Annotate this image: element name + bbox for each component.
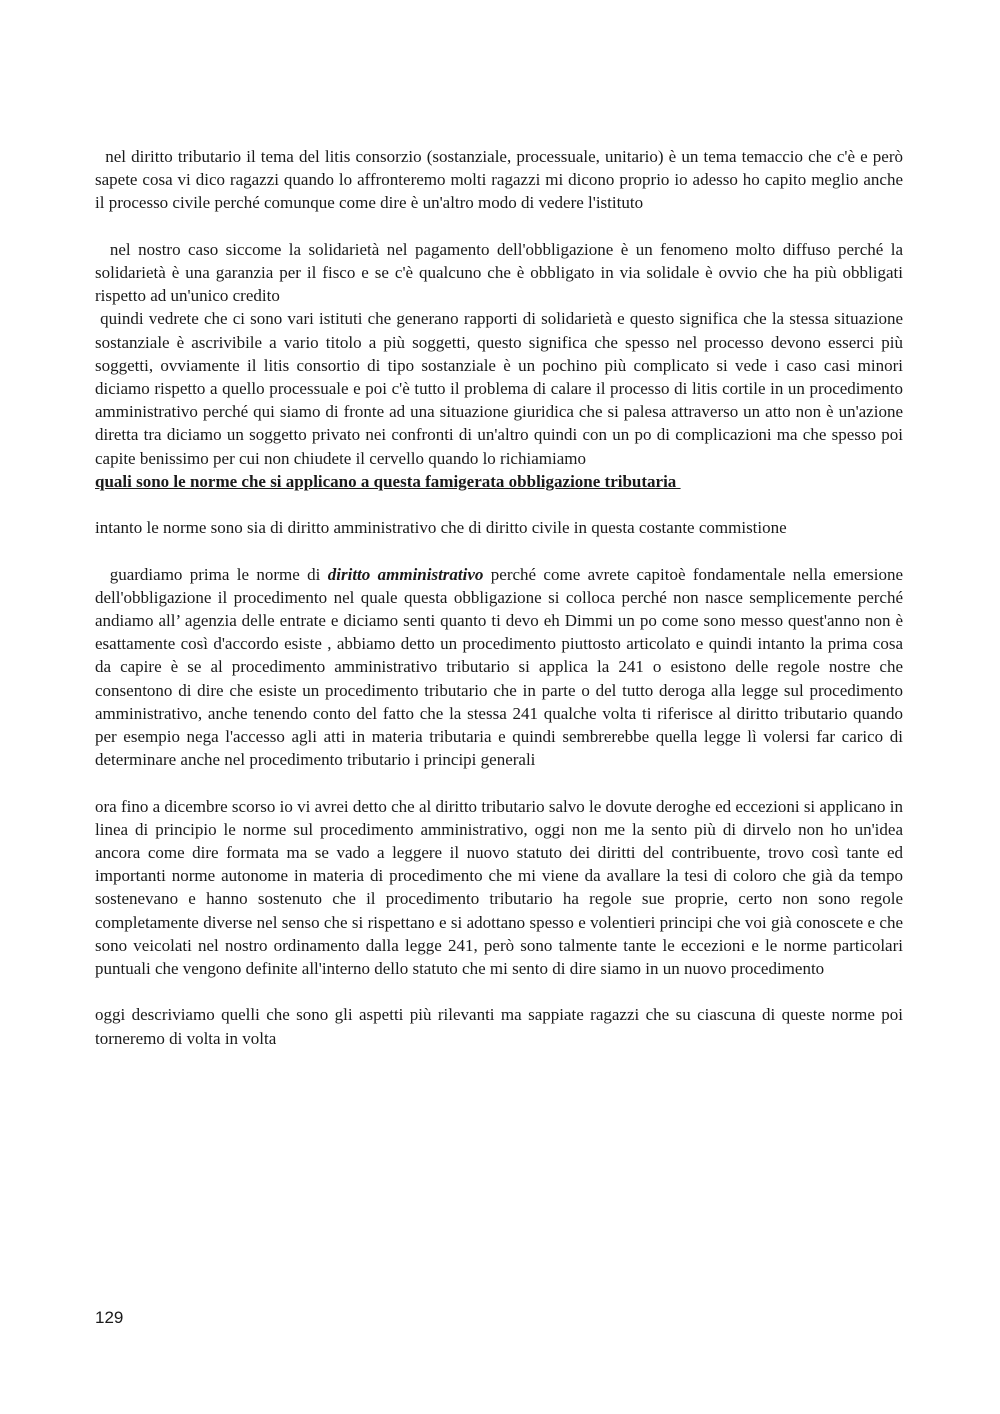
paragraph-text-start: guardiamo prima le norme di xyxy=(95,564,328,584)
paragraph-statuto-contribuente: ora fino a dicembre scorso io vi avrei detto che al diritto tributario salvo le dovute deroghe ed eccezioni si applicano in linea di principio le norme sul procedimento amministrativo, oggi non me la sento più di dirvelo non ho un'idea ancora come dire formata ma se vado a leggere il nuovo statuto dei diritti del contribuente, trovo così tante ed importanti norme autonome in materia di procedimento che mi viene da avallare la tesi di coloro che già da tempo sostenevano e hanno sostenuto che il procedimento tributario ha regole sue proprie, certo non sono regole completamente diverse nel senso che si rispettano e si adottano spesso e volentieri principi che voi già conoscete e che sono veicolati nel nostro ordinamento dalla legge 241, però sono talmente tante le eccezioni e le norme particolari puntuali che vengono definite all'interno dello statuto che mi sento di dire siamo in un nuovo procedimento xyxy=(95,796,903,979)
section-heading: quali sono le norme che si applicano a questa famigerata obbligazione tributaria xyxy=(95,471,681,491)
paragraph-diritto-amministrativo xyxy=(95,563,908,772)
page-body xyxy=(95,145,908,1050)
paragraph-norme-intro: intanto le norme sono sia di diritto amministrativo che di diritto civile in questa costante commistione xyxy=(95,518,787,538)
paragraph-conclusione: oggi descriviamo quelli che sono gli aspetti più rilevanti ma sappiate ragazzi che su ciascuna di queste norme poi torneremo di volta in volta xyxy=(95,1005,903,1048)
paragraph-solidarieta: nel nostro caso siccome la solidarietà nel pagamento dell'obbligazione è un fenomeno molto diffuso perché la solidarietà è una garanzia per il fisco e se c'è qualcuno che è obbligato in via solidale è ovvio che ha più obbligati rispetto ad un'unico credito xyxy=(95,239,908,306)
paragraph-text-end: perché come avrete capitoè fondamentale nella emersione dell'obbligazione il procedimento nel quale questa obbligazione si colloca perché non nasce semplicemente perché andiamo all’ agenzia delle entrate e diciamo senti quanto ti devo eh Dimmi un po come sono messo quest'anno non è esattamente così d'accordo esiste , abbiamo detto un procedimento piuttosto articolato e quindi intanto la prima cosa da capire è se al procedimento amministrativo tributario si applica la 241 o esistono delle regole nostre che consentono di dire che esiste un procedimento tributario che in parte o del tutto deroga alla legge sul procedimento amministrativo, anche tenendo conto del fatto che la stessa 241 qualche volta ti riferisce al diritto tributario quando per esempio nega l'accesso agli atti in materia tributaria e quindi sembrerebbe quella legge lì volersi far carico di determinare anche nel procedimento tributario i principi generali xyxy=(95,564,908,770)
page-number: 129 xyxy=(95,1308,124,1327)
paragraph-litis-consorzio: nel diritto tributario il tema del litis consorzio (sostanziale, processuale, unitario) è un tema temaccio che c'è e però sapete cosa vi dico ragazzi quando lo affronteremo molti ragazzi mi dicono proprio io adesso ho capito meglio anche il processo civile perché comunque come dire è un'altro modo di vedere l'istituto xyxy=(95,147,908,213)
paragraph-istituti-solidarieta: quindi vedrete che ci sono vari istituti che generano rapporti di solidarietà e questo significa che la stessa situazione sostanziale è ascrivibile a vario titolo a più soggetti, questo significa che spesso nel processo devono esserci più soggetti, ovviamente il litis consortio di tipo sostanziale è un pochino più complicato si vede i caso casi minori diciamo rispetto a quello processuale e poi c'è tutto il problema di calare il processo di litis cortile in un procedimento amministrativo perché qui siamo di fronte ad una situazione giuridica che si palesa attraverso un atto non è un'azione diretta tra diciamo un soggetto privato nei confronti di un'altro quindi con un po di complicazioni ma che spesso poi capite benissimo per cui non chiudete il cervello quando lo richiamiamo xyxy=(95,309,908,468)
emphasized-term: diritto amministrativo xyxy=(327,564,484,584)
